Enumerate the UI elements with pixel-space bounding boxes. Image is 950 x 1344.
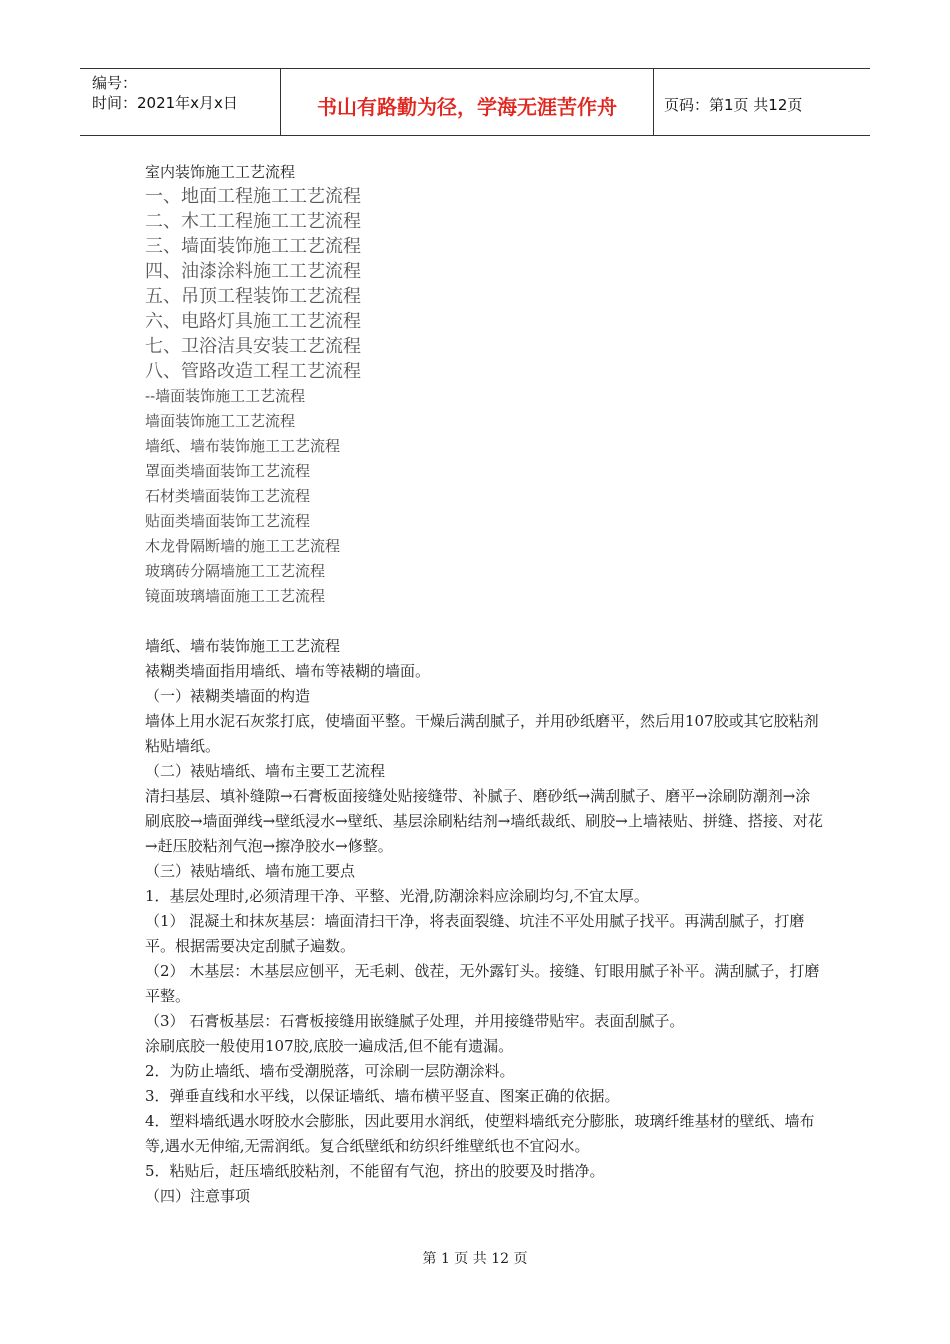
paragraph: 涂刷底胶一般使用107胶,底胶一遍成活,但不能有遗漏。: [145, 1037, 514, 1055]
toc-sub-item: 墙纸、墙布装饰施工工艺流程: [145, 437, 341, 455]
paragraph: （2） 木基层：木基层应刨平，无毛刺、戗茬，无外露钉头。接缝、钉眼用腻子补平。满刮腻子，打磨平整。: [145, 962, 820, 1005]
document-title: 室内装饰施工工艺流程: [145, 163, 296, 181]
paragraph: 5．粘贴后，赶压墙纸胶粘剂，不能留有气泡，挤出的胶要及时揩净。: [145, 1162, 605, 1180]
blank-line: [145, 609, 825, 634]
paragraph: （1） 混凝土和抹灰基层：墙面清扫干净，将表面裂缝、坑洼不平处用腻子找平。再满刮腻子，打磨平。根据需要决定刮腻子遍数。: [145, 912, 805, 955]
date-label: 时间：2021年x月x日: [92, 94, 238, 112]
toc-sub-item: --墙面装饰施工工艺流程: [145, 387, 306, 405]
toc-sub-item: 石材类墙面装饰工艺流程: [145, 487, 311, 505]
toc-main-item: 一、地面工程施工工艺流程: [145, 186, 361, 207]
paragraph: 1．基层处理时,必须清理干净、平整、光滑,防潮涂料应涂刷均匀,不宜太厚。: [145, 887, 649, 905]
document-content: [145, 160, 825, 1209]
toc-main-item: 七、卫浴洁具安装工艺流程: [145, 336, 361, 357]
paragraph: 3．弹垂直线和水平线，以保证墙纸、墙布横平竖直、图案正确的依据。: [145, 1087, 620, 1105]
toc-sub: [145, 384, 825, 609]
toc-main-item: 四、油漆涂料施工工艺流程: [145, 261, 361, 282]
toc-sub-item: 镜面玻璃墙面施工工艺流程: [145, 587, 326, 605]
paragraph: 4．塑料墙纸遇水呀胶水会膨胀，因此要用水润纸，使塑料墙纸充分膨胀，玻璃纤维基材的壁纸、墙布等,遇水无伸缩,无需润纸。复合纸壁纸和纺织纤维壁纸也不宜闷水。: [145, 1112, 815, 1155]
paragraph: 墙体上用水泥石灰浆打底，使墙面平整。干燥后满刮腻子，并用砂纸磨平，然后用107胶或其它胶粘剂粘贴墙纸。: [145, 712, 819, 755]
header-motto: 书山有路勤为径，学海无涯苦作舟: [281, 69, 654, 135]
toc-main: [145, 184, 825, 384]
toc-main-item: 六、电路灯具施工工艺流程: [145, 311, 361, 332]
page-footer: 第 1 页 共 12 页: [422, 1251, 528, 1267]
toc-main-item: 五、吊顶工程装饰工艺流程: [145, 286, 361, 307]
toc-sub-item: 木龙骨隔断墙的施工工艺流程: [145, 537, 341, 555]
subsection-heading: （一）裱糊类墙面的构造: [145, 687, 311, 705]
toc-main-item: 二、木工工程施工工艺流程: [145, 211, 361, 232]
paragraph: 清扫基层、填补缝隙→石膏板面接缝处贴接缝带、补腻子、磨砂纸→满刮腻子、磨平→涂刷防潮剂→涂刷底胶→墙面弹线→壁纸浸水→壁纸、基层涂刷粘结剂→墙纸裁纸、刷胶→上墙裱贴、拼缝、搭接、对花→赶压胶粘剂气泡→擦净胶水→修整。: [145, 787, 823, 855]
toc-sub-item: 玻璃砖分隔墙施工工艺流程: [145, 562, 326, 580]
subsection-heading: （三）裱贴墙纸、墙布施工要点: [145, 862, 356, 880]
paragraph: 裱糊类墙面指用墙纸、墙布等裱糊的墙面。: [145, 662, 431, 680]
header-table: [80, 68, 870, 136]
toc-sub-item: 贴面类墙面装饰工艺流程: [145, 512, 311, 530]
toc-sub-item: 墙面装饰施工工艺流程: [145, 412, 296, 430]
section-heading: 墙纸、墙布装饰施工工艺流程: [145, 637, 341, 655]
serial-label: 编号：: [92, 74, 138, 92]
subsection-heading: （二）裱贴墙纸、墙布主要工艺流程: [145, 762, 386, 780]
subsection-heading: （四）注意事项: [145, 1187, 251, 1205]
toc-main-item: 三、墙面装饰施工工艺流程: [145, 236, 361, 257]
paragraph: （3） 石膏板基层：石膏板接缝用嵌缝腻子处理，并用接缝带贴牢。表面刮腻子。: [145, 1012, 685, 1030]
toc-sub-item: 罩面类墙面装饰工艺流程: [145, 462, 311, 480]
header-meta: [80, 69, 281, 135]
toc-main-item: 八、管路改造工程工艺流程: [145, 361, 361, 382]
body-text: [145, 634, 825, 1209]
paragraph: 2．为防止墙纸、墙布受潮脱落，可涂刷一层防潮涂料。: [145, 1062, 515, 1080]
header-page-info: 页码：第1页 共12页: [664, 95, 803, 114]
